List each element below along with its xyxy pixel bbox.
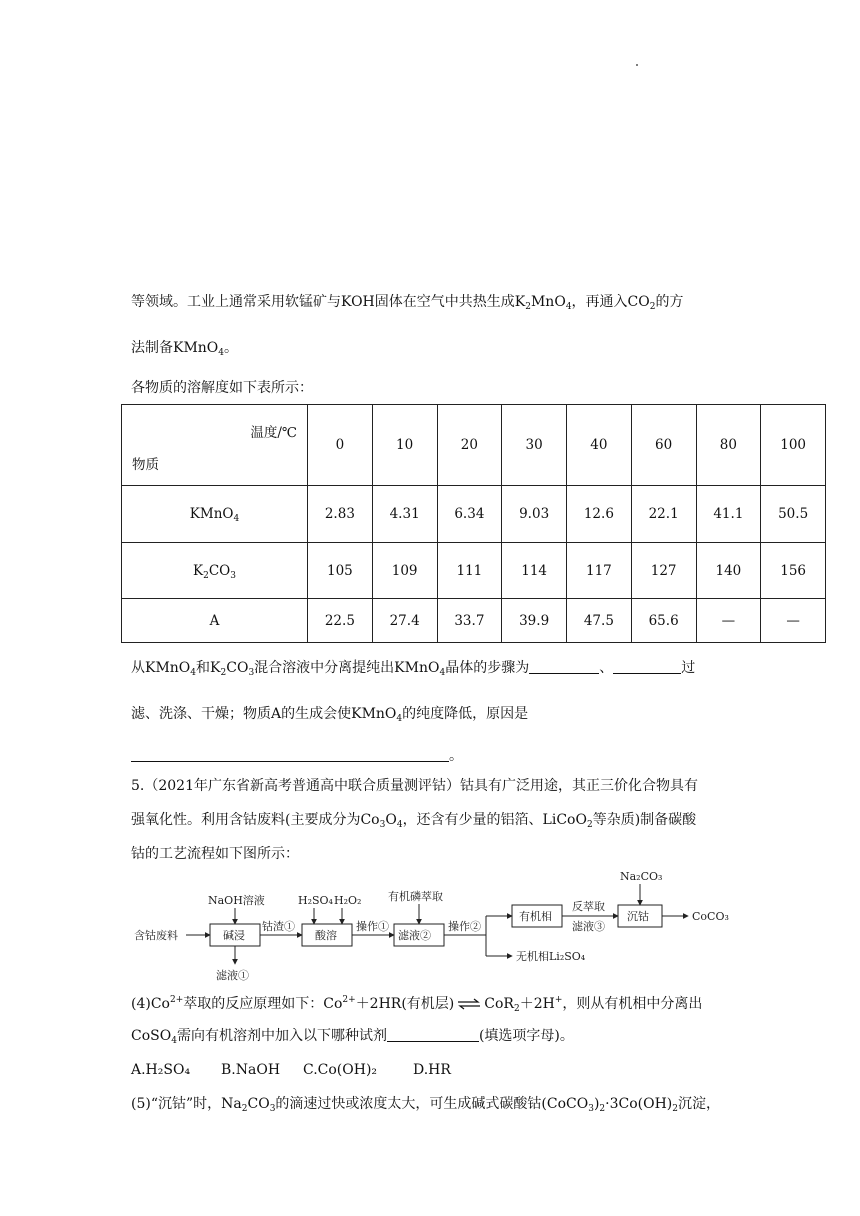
temp-cell: 10 (372, 405, 437, 486)
temp-cell: 60 (631, 405, 696, 486)
text: ，则从有机相中分离出 (562, 996, 703, 1012)
table-cell: 114 (502, 543, 567, 599)
text: 的方 (655, 294, 684, 310)
table-cell: 105 (308, 543, 373, 599)
row-label-a: A (122, 599, 308, 643)
subscript: 2 (203, 570, 209, 581)
table-header-row (122, 405, 826, 486)
q5-line-3: 钴的工艺流程如下图所示： (131, 846, 299, 862)
text: ，还含有少量的铝箔、LiCoO (402, 812, 587, 828)
text: 从KMnO (131, 660, 191, 676)
header-diagonal-cell (122, 405, 308, 486)
table-row (122, 543, 826, 599)
flow-inorganic: 无机相Li₂SO₄ (516, 950, 586, 963)
separation-question-line-3 (131, 746, 463, 766)
text: O (385, 812, 397, 828)
table-cell: 109 (372, 543, 437, 599)
intro-line-2 (131, 338, 238, 358)
text: 沉淀， (678, 1096, 720, 1112)
subscript: 2 (649, 302, 656, 312)
flow-naoh: NaOH溶液 (208, 894, 265, 907)
flow-product: CoCO₃ (692, 910, 729, 923)
text: ，再通入CO (571, 294, 650, 310)
text: CO (226, 660, 249, 676)
table-cell: 6.34 (437, 486, 502, 543)
separation-question-line-2 (131, 704, 528, 724)
text: 等领域。工业上通常采用软锰矿与KOH固体在空气中共热生成K (131, 294, 526, 310)
temp-cell: 20 (437, 405, 502, 486)
text: CO (208, 562, 231, 579)
flow-h2o2: H₂O₂ (334, 894, 362, 907)
table-cell: 4.31 (372, 486, 437, 543)
separation-question-line-1 (131, 658, 695, 678)
text: 混合溶液中分离提纯出KMnO (254, 660, 440, 676)
superscript: 2+ (342, 995, 356, 1005)
table-cell: 33.7 (437, 599, 502, 643)
subscript: 4 (218, 348, 225, 358)
subscript: 4 (171, 1036, 177, 1046)
table-cell: 50.5 (761, 486, 826, 543)
table-cell: 47.5 (567, 599, 632, 643)
table-cell: 140 (696, 543, 761, 599)
table-cell: 9.03 (502, 486, 567, 543)
flow-organic: 有机相 (519, 910, 552, 923)
table-cell: 117 (567, 543, 632, 599)
q4-line-1 (131, 994, 702, 1014)
q4-options (131, 1060, 451, 1080)
subscript: 4 (396, 820, 403, 830)
text: 的滴速过快或浓度太大，可生成碱式碳酸钴(CoCO (275, 1096, 589, 1112)
temp-cell: 40 (567, 405, 632, 486)
text: CO (247, 1096, 270, 1112)
text: (填选项字母)。 (478, 1028, 574, 1044)
option-a[interactable]: A.H₂SO₄ (131, 1062, 191, 1078)
equilibrium-arrow-icon (456, 998, 482, 1010)
subscript: 3 (588, 1104, 594, 1114)
flow-op2: 操作② (448, 920, 481, 933)
subscript: 2 (241, 1104, 248, 1114)
text: 萃取的反应原理如下：Co (183, 996, 343, 1012)
flow-filtrate2: 滤液② (398, 929, 431, 942)
subscript: 2 (513, 1004, 520, 1014)
text: (5)“沉钴”时，Na (131, 1096, 242, 1112)
flow-waste: 含钴废料 (134, 929, 178, 942)
text: 强氧化性。利用含钴废料(主要成分为Co (131, 812, 380, 828)
text: CoR (484, 996, 514, 1012)
flow-back-extract: 反萃取 (572, 900, 605, 913)
text: ) (593, 1096, 600, 1112)
flow-op1: 操作① (356, 920, 389, 933)
table-cell: 22.5 (308, 599, 373, 643)
subscript: 4 (565, 302, 572, 312)
subscript: 4 (233, 514, 240, 524)
flow-filtrate1: 滤液① (216, 969, 249, 982)
subscript: 2 (220, 668, 227, 678)
table-cell: 27.4 (372, 599, 437, 643)
row-label-kmno4 (122, 486, 308, 543)
text: 和K (196, 660, 221, 676)
process-flow-diagram (128, 868, 748, 988)
subscript: 2 (599, 1104, 606, 1114)
temp-cell: 100 (761, 405, 826, 486)
text: 过 (681, 660, 696, 676)
subscript: 2 (672, 1104, 678, 1114)
subscript: 2 (586, 820, 593, 830)
flow-precip: 沉钴 (627, 910, 649, 923)
table-cell: 127 (631, 543, 696, 599)
table-cell: 22.1 (631, 486, 696, 543)
intro-line-1 (131, 292, 683, 312)
text: KMnO (189, 506, 234, 522)
temp-cell: 0 (308, 405, 373, 486)
subscript: 4 (190, 668, 197, 678)
text: 的纯度降低，原因是 (402, 706, 529, 722)
flow-na2co3: Na₂CO₃ (620, 870, 663, 883)
table-cell: 156 (761, 543, 826, 599)
subscript: 4 (396, 714, 403, 724)
text: 、 (599, 660, 614, 676)
subscript: 3 (269, 1104, 276, 1114)
flow-alkali: 碱浸 (223, 929, 245, 942)
option-b[interactable]: B.NaOH (221, 1062, 281, 1078)
subscript: 3 (379, 820, 386, 830)
header-temperature-label: 温度/℃ (250, 425, 297, 441)
text: MnO (530, 294, 566, 310)
subscript: 2 (525, 302, 531, 312)
speck-mark (636, 64, 638, 66)
table-row (122, 599, 826, 643)
temp-cell: 30 (502, 405, 567, 486)
text: ＋2HR(有机层) (355, 996, 455, 1012)
table-cell: 65.6 (631, 599, 696, 643)
subscript: 3 (230, 570, 236, 581)
q4-line-2 (131, 1026, 574, 1046)
header-substance-label: 物质 (132, 457, 159, 473)
table-cell: 111 (437, 543, 502, 599)
text: 等杂质)制备碳酸 (592, 812, 697, 828)
text: 。 (224, 340, 239, 356)
answer-blank[interactable] (131, 747, 449, 762)
text: 晶体的步骤为 (445, 660, 530, 676)
flow-extract: 有机磷萃取 (388, 890, 443, 903)
text: ·3Co(OH) (605, 1096, 673, 1112)
flow-filtrate3: 滤液③ (572, 920, 605, 933)
row-label-k2co3 (122, 543, 308, 599)
text: 滤、洗涤、干燥；物质A的生成会使KMnO (131, 706, 397, 722)
answer-blank[interactable] (613, 659, 681, 674)
text: (4)Co (131, 996, 170, 1012)
option-d[interactable]: D.HR (413, 1062, 451, 1078)
subscript: 3 (248, 668, 255, 678)
flow-residue1: 钴渣① (262, 920, 295, 933)
text: CoSO (131, 1028, 172, 1044)
text: 法制备KMnO (131, 340, 219, 356)
table-caption: 各物质的溶解度如下表所示： (131, 380, 313, 396)
superscript: 2+ (169, 995, 184, 1005)
table-cell: — (696, 599, 761, 643)
superscript: + (554, 995, 563, 1005)
temp-cell: 80 (696, 405, 761, 486)
flow-h2so4: H₂SO₄ (298, 894, 333, 907)
table-cell: 12.6 (567, 486, 632, 543)
text: ＋2H (519, 996, 555, 1012)
table-cell: 39.9 (502, 599, 567, 643)
flow-acid: 酸溶 (315, 929, 337, 942)
table-cell: 2.83 (308, 486, 373, 543)
table-row (122, 486, 826, 543)
text: 需向有机溶剂中加入以下哪种试剂 (176, 1028, 387, 1044)
table-cell: — (761, 599, 826, 643)
q5-sub-line-1 (131, 1094, 720, 1114)
subscript: 4 (439, 668, 446, 678)
option-c[interactable]: C.Co(OH)₂ (303, 1062, 378, 1078)
answer-blank[interactable] (387, 1027, 479, 1042)
q5-line-1: 5.（2021年广东省新高考普通高中联合质量测评钴）钴具有广泛用途，其正三价化合物具有 (131, 778, 698, 794)
table-cell: 41.1 (696, 486, 761, 543)
solubility-table (121, 404, 826, 643)
q5-line-2 (131, 810, 696, 830)
text: 。 (449, 748, 463, 764)
text: K (193, 562, 204, 579)
answer-blank[interactable] (529, 659, 599, 674)
